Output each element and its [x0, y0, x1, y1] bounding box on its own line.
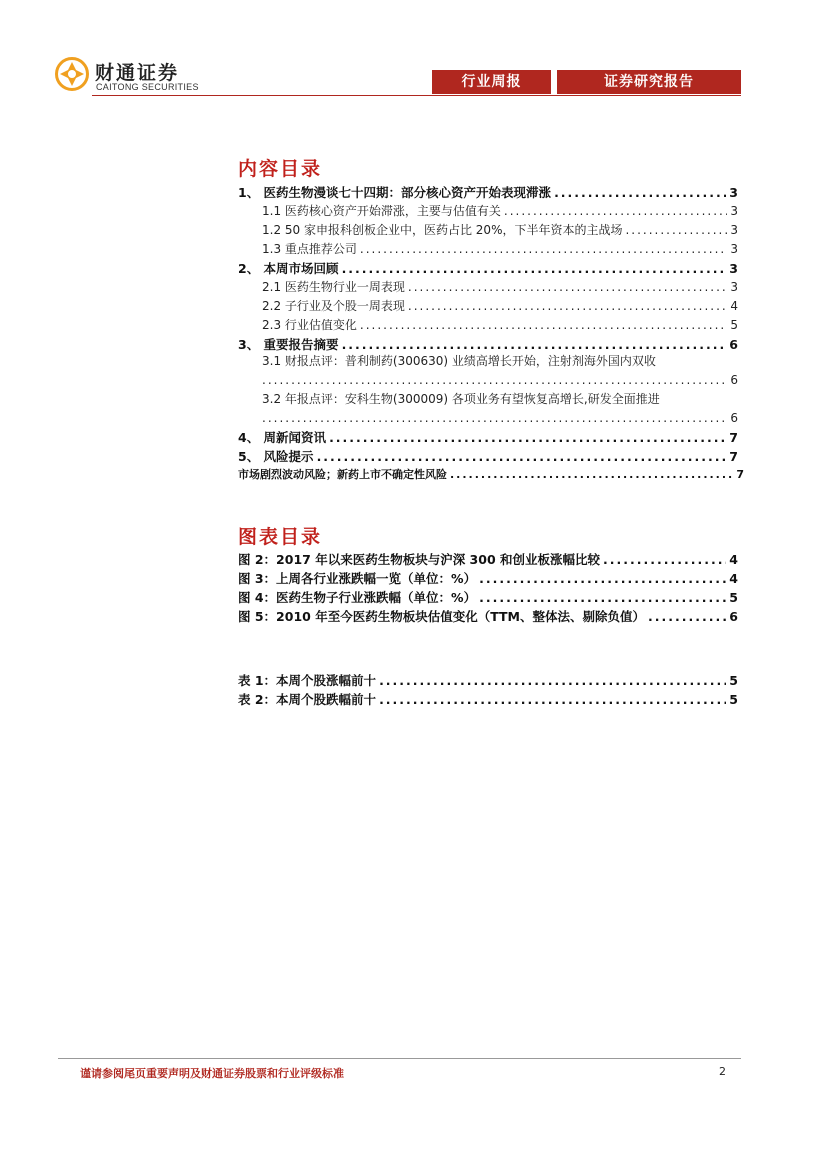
toc-entry-text: 市场剧烈波动风险；新药上市不确定性风险: [238, 468, 447, 481]
table-entry-page: 5: [729, 673, 738, 688]
toc-entry[interactable]: [262, 372, 738, 389]
figure-entry-text: 图 4：医药生物子行业涨跌幅（单位：%）: [238, 590, 477, 605]
table-entry-text: 表 2：本周个股跌幅前十: [238, 692, 377, 707]
toc-entry-page: 3: [729, 261, 738, 276]
toc-entry-text[interactable]: 3.1 财报点评：普利制药(300630) 业绩高增长开始，注射剂海外国内双收: [262, 354, 656, 368]
toc-entry[interactable]: [262, 298, 738, 315]
footer-disclaimer: 谨请参阅尾页重要声明及财通证券股票和行业评级标准: [80, 1067, 344, 1080]
figure-entry-text: 图 5：2010 年至今医药生物板块估值变化（TTM、整体法、剔除负值）: [238, 609, 645, 624]
report-type-tag: 行业周报: [432, 70, 551, 94]
report-category-tag: 证券研究报告: [557, 70, 741, 94]
toc-entry-text: 1.3 重点推荐公司: [262, 242, 357, 256]
toc-entry[interactable]: [238, 260, 738, 277]
toc-entry-page: 6: [729, 337, 738, 352]
figure-list-title: 图表目录: [238, 526, 323, 548]
figure-entry-page: 6: [729, 609, 738, 624]
toc-entry-page: 4: [730, 299, 738, 313]
figure-entry-text: 图 3：上周各行业涨跌幅一览（单位：%）: [238, 571, 477, 586]
caitong-logo-icon: [55, 57, 89, 91]
figure-entry-page: 4: [729, 571, 738, 586]
table-entry-page: 5: [729, 692, 738, 707]
toc-entry[interactable]: [238, 448, 738, 465]
toc-entry-page: 3: [730, 204, 738, 218]
toc-entry-page: 5: [730, 318, 738, 332]
toc-entry-text[interactable]: 3.2 年报点评：安科生物(300009) 各项业务有望恢复高增长,研发全面推进: [262, 392, 660, 406]
page-number: 2: [719, 1065, 726, 1078]
toc-entry[interactable]: [238, 429, 738, 446]
toc-entry[interactable]: [262, 317, 738, 334]
toc-entry[interactable]: [262, 279, 738, 296]
toc-entry[interactable]: [238, 466, 744, 483]
toc-entry-page: 3: [730, 280, 738, 294]
toc-entry-text: 3、 重要报告摘要: [238, 337, 339, 352]
toc-entry-text: 2.3 行业估值变化: [262, 318, 357, 332]
toc-entry-text: 5、 风险提示: [238, 449, 314, 464]
logo-chinese-name: 财通证券: [95, 62, 180, 84]
toc-entry[interactable]: [238, 336, 738, 353]
table-entry-text: 表 1：本周个股涨幅前十: [238, 673, 377, 688]
toc-entry[interactable]: [238, 184, 738, 201]
toc-entry-page: 3: [730, 223, 738, 237]
footer-divider: [58, 1058, 741, 1059]
toc-entry[interactable]: [262, 203, 738, 220]
figure-entry-page: 4: [729, 552, 738, 567]
toc-entry-page: 6: [730, 411, 738, 425]
toc-entry-page: 7: [729, 449, 738, 464]
table-entry[interactable]: [238, 691, 738, 708]
header-divider: [92, 95, 741, 96]
toc-entry-text: 1、 医药生物漫谈七十四期：部分核心资产开始表现滞涨: [238, 185, 552, 200]
toc-entry-text: 4、 周新闻资讯: [238, 430, 327, 445]
figure-entry[interactable]: [238, 570, 738, 587]
toc-entry-page: 7: [729, 430, 738, 445]
toc-entry[interactable]: [262, 410, 738, 427]
toc-entry-page: 6: [730, 373, 738, 387]
toc-entry-page: 3: [730, 242, 738, 256]
toc-title: 内容目录: [238, 158, 323, 180]
figure-entry[interactable]: [238, 551, 738, 568]
figure-entry[interactable]: [238, 589, 738, 606]
toc-entry-page: 7: [736, 468, 744, 481]
toc-entry-text: 2.2 子行业及个股一周表现: [262, 299, 405, 313]
toc-entry[interactable]: [262, 241, 738, 258]
figure-entry[interactable]: [238, 608, 738, 625]
toc-entry-page: 3: [729, 185, 738, 200]
toc-entry-text: 1.1 医药核心资产开始滞涨，主要与估值有关: [262, 204, 501, 218]
logo-english-name: CAITONG SECURITIES: [96, 82, 199, 92]
toc-entry-text: 2、 本周市场回顾: [238, 261, 339, 276]
table-entry[interactable]: [238, 672, 738, 689]
toc-entry[interactable]: [262, 222, 738, 239]
figure-entry-text: 图 2：2017 年以来医药生物板块与沪深 300 和创业板涨幅比较: [238, 552, 600, 567]
figure-entry-page: 5: [729, 590, 738, 605]
toc-entry-text: 1.2 50 家申报科创板企业中，医药占比 20%，下半年资本的主战场: [262, 223, 623, 237]
toc-entry-text: 2.1 医药生物行业一周表现: [262, 280, 405, 294]
